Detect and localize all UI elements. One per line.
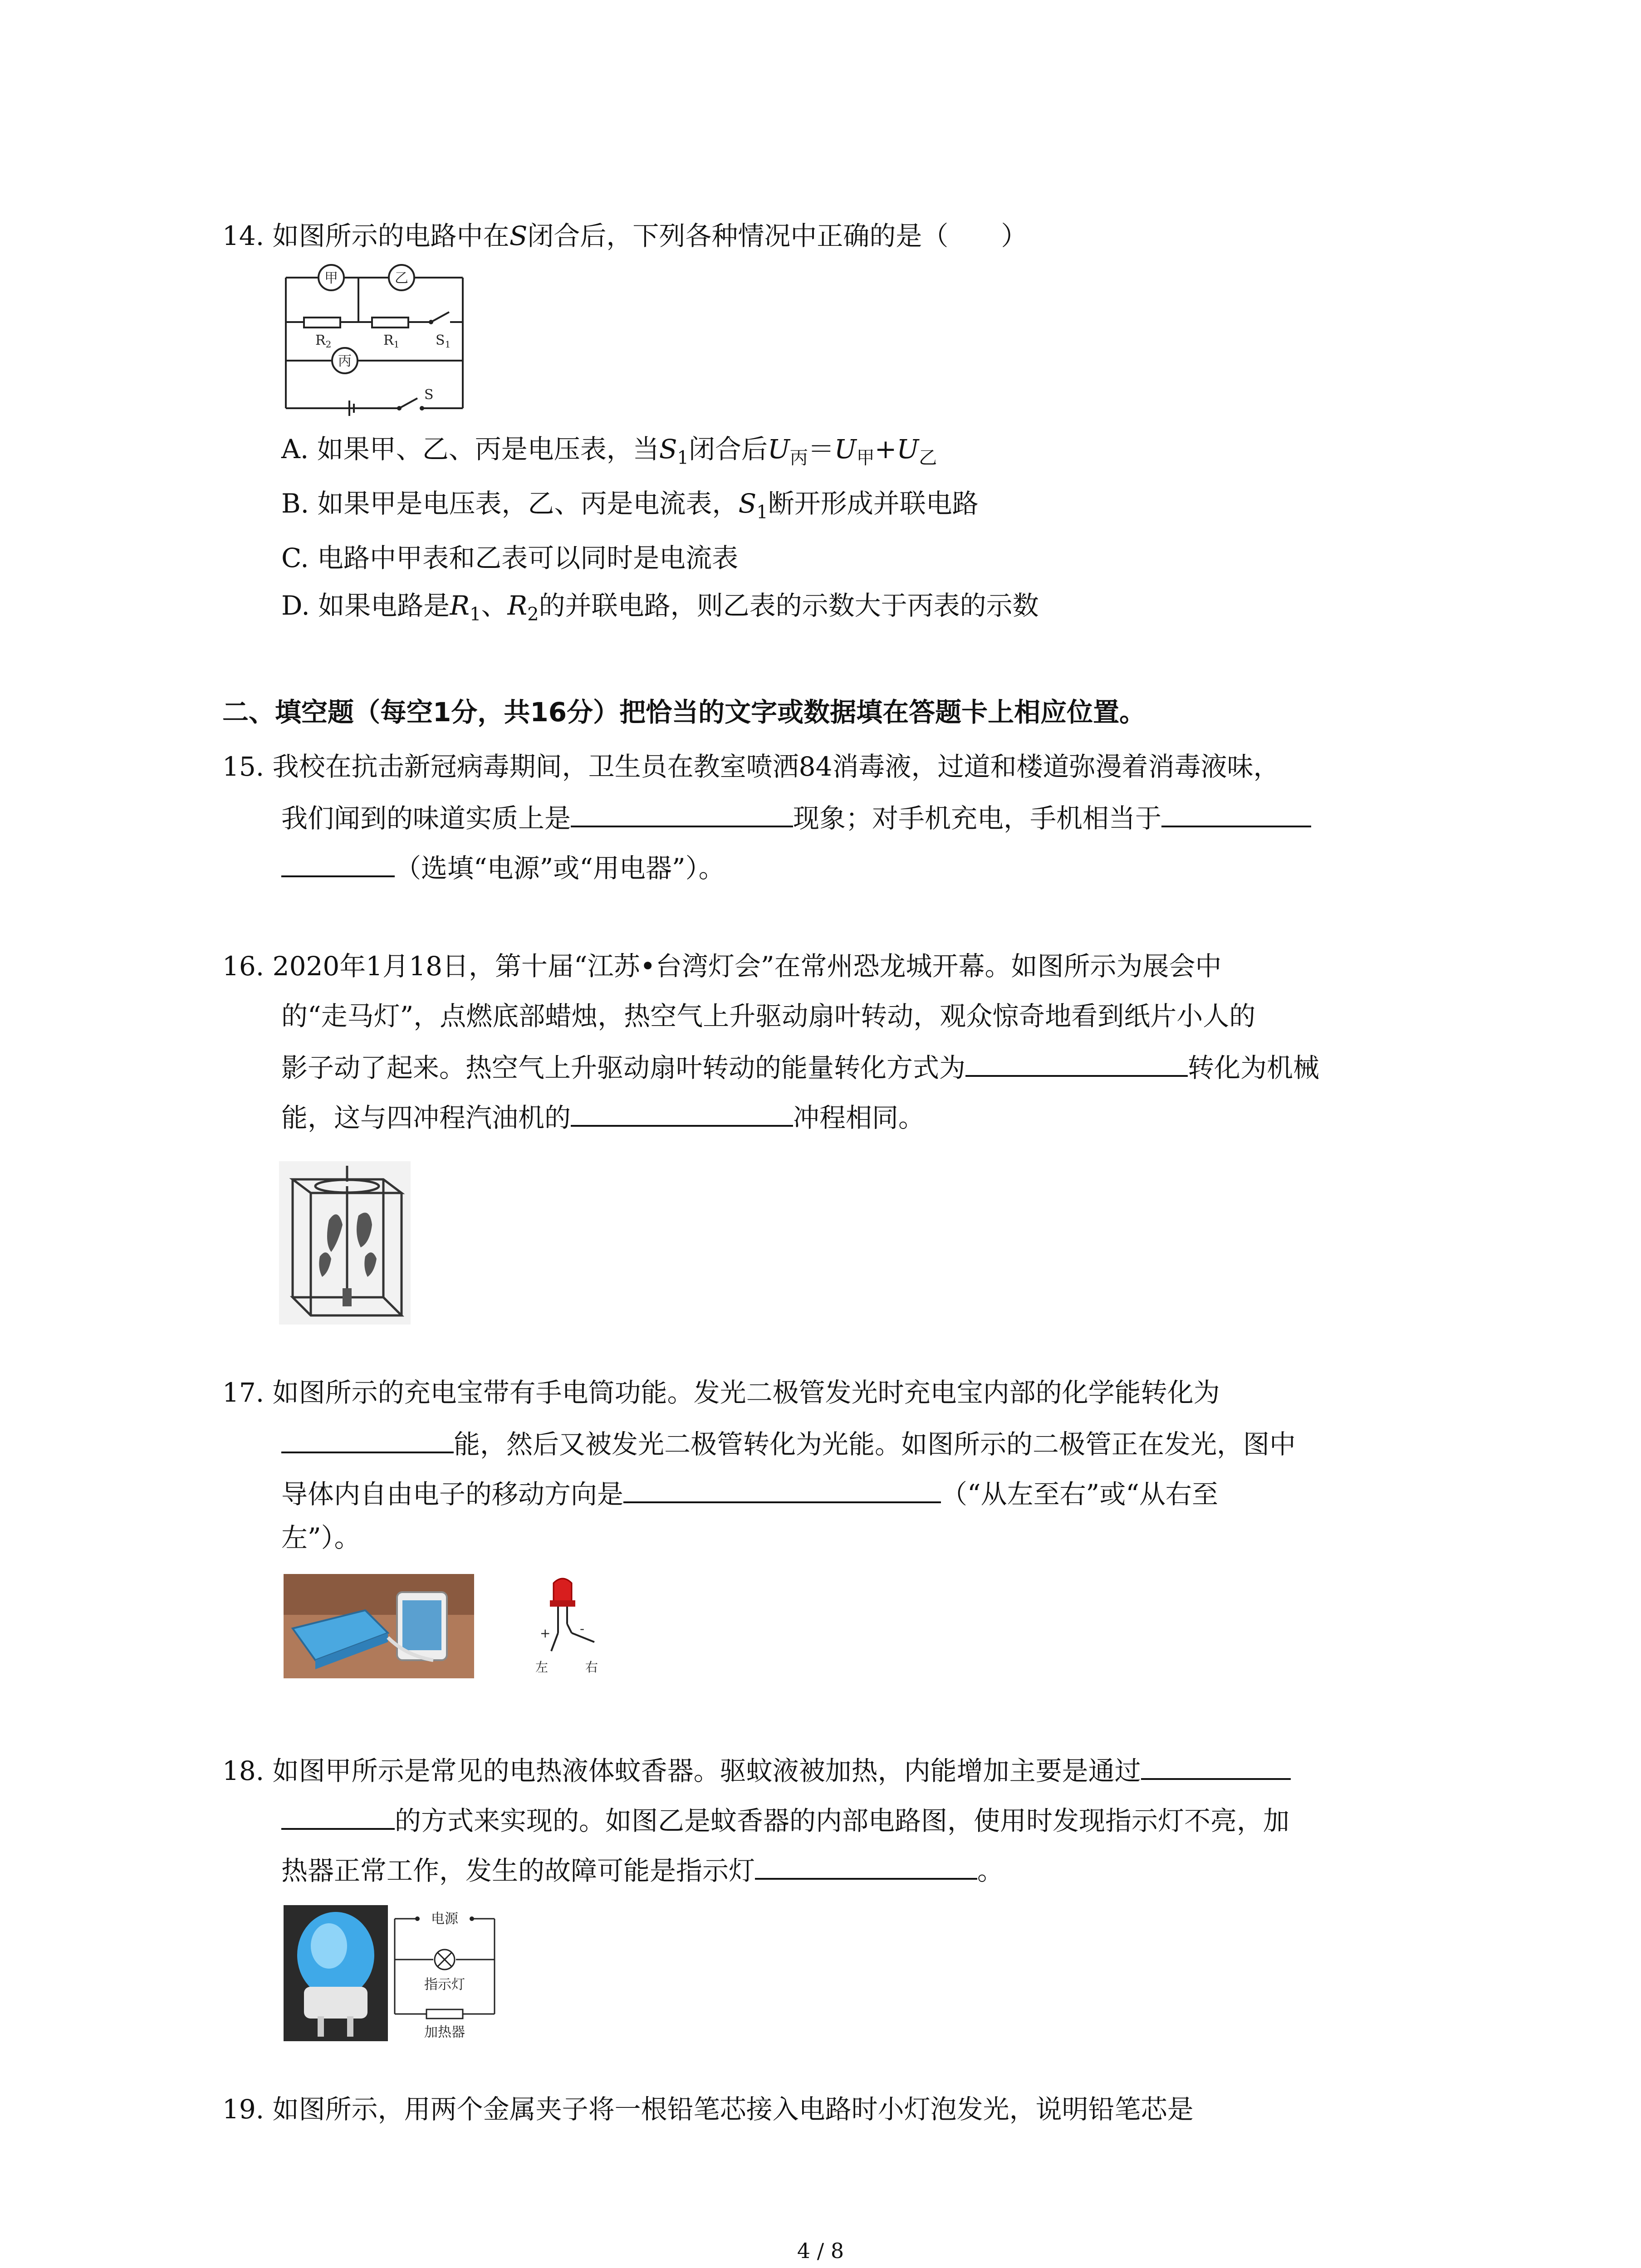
q19-line-1: 19. 如图所示，用两个金属夹子将一根铅笔芯接入电路时小灯泡发光，说明铅笔芯是 bbox=[222, 2094, 1194, 2125]
q14-circuit-diagram bbox=[281, 263, 472, 417]
answer-blank bbox=[281, 1801, 395, 1830]
q17-line-3: 导体内自由电子的移动方向是 （“从左至右”或“从右至 bbox=[281, 1474, 1218, 1512]
q16-line-2: 的“走马灯”，点燃底部蜡烛，热空气上升驱动扇叶转动，观众惊奇地看到纸片小人的 bbox=[281, 1001, 1256, 1031]
q14-option-b: B. 如果甲是电压表，乙、丙是电流表，$S_1$断开形成并联电路 bbox=[281, 488, 979, 523]
meter-bing-label: 丙 bbox=[338, 353, 352, 369]
answer-blank bbox=[281, 1424, 454, 1453]
answer-blank bbox=[965, 1048, 1188, 1077]
answer-blank bbox=[281, 848, 395, 877]
revolving-lantern-image bbox=[279, 1161, 411, 1325]
indicator-lamp-label: 指示灯 bbox=[424, 1977, 465, 1993]
q18-circuit-diagram bbox=[390, 1905, 499, 2041]
meter-yi-label: 乙 bbox=[395, 270, 408, 286]
r2-label: $R_2$ bbox=[315, 332, 332, 350]
q15-line-3: （选填“电源”或“用电器”）。 bbox=[281, 848, 725, 886]
power-label: 电源 bbox=[431, 1911, 458, 1927]
answer-blank bbox=[1141, 1751, 1291, 1780]
section-2-heading: 二、填空题（每空1分，共16分）把恰当的文字或数据填在答题卡上相应位置。 bbox=[222, 697, 1146, 728]
answer-blank bbox=[571, 798, 793, 827]
label-left: 左 bbox=[535, 1660, 549, 1675]
q17-line-4: 左”）。 bbox=[281, 1522, 361, 1553]
answer-blank bbox=[623, 1474, 941, 1503]
q18-line-3: 热器正常工作，发生的故障可能是指示灯 。 bbox=[281, 1851, 1004, 1889]
q14-option-d: D. 如果电路是$R_1$、$R_2$的并联电路，则乙表的示数大于丙表的示数 bbox=[281, 590, 1039, 625]
heater-label: 加热器 bbox=[424, 2024, 465, 2040]
svg-text:-: - bbox=[580, 1621, 585, 1636]
q15-line-2: 我们闻到的味道实质上是 现象；对手机充电，手机相当于 bbox=[281, 798, 1311, 836]
mosquito-repeller-photo bbox=[284, 1905, 388, 2041]
meter-jia-label: 甲 bbox=[324, 270, 338, 286]
label-right: 右 bbox=[585, 1660, 598, 1675]
page-number: 4 / 8 bbox=[797, 2239, 844, 2263]
q17-line-1: 17. 如图所示的充电宝带有手电筒功能。发光二极管发光时充电宝内部的化学能转化为 bbox=[222, 1377, 1220, 1408]
power-bank-photo bbox=[284, 1574, 474, 1678]
q14-option-a: A. 如果甲、乙、丙是电压表，当$S_1$闭合后$U_丙=U_甲+U_乙$ bbox=[281, 434, 937, 469]
led-diagram bbox=[508, 1574, 617, 1683]
q14-stem: 14. 如图所示的电路中在S闭合后，下列各种情况中正确的是（ ） bbox=[222, 220, 1028, 251]
r1-label: $R_1$ bbox=[383, 332, 400, 350]
q17-line-2: 能，然后又被发光二极管转化为光能。如图所示的二极管正在发光，图中 bbox=[281, 1424, 1296, 1462]
svg-text:+: + bbox=[540, 1626, 551, 1641]
answer-blank bbox=[1161, 798, 1311, 827]
q18-line-2: 的方式来实现的。如图乙是蚊香器的内部电路图，使用时发现指示灯不亮，加 bbox=[281, 1801, 1289, 1839]
q18-line-1: 18. 如图甲所示是常见的电热液体蚊香器。驱蚊液被加热，内能增加主要是通过 bbox=[222, 1751, 1291, 1789]
q15-line-1: 15. 我校在抗击新冠病毒期间，卫生员在教室喷洒84消毒液，过道和楼道弥漫着消毒液味， bbox=[222, 751, 1280, 782]
s1-label: $S_1$ bbox=[436, 332, 451, 350]
q16-line-1: 16. 2020年1月18日，第十届“江苏•台湾灯会”在常州恐龙城开幕。如图所示为展会中 bbox=[222, 951, 1222, 982]
answer-blank bbox=[571, 1098, 793, 1127]
s-label: S bbox=[424, 387, 434, 403]
answer-blank bbox=[755, 1851, 977, 1880]
q16-line-4: 能，这与四冲程汽油机的 冲程相同。 bbox=[281, 1098, 925, 1136]
q16-line-3: 影子动了起来。热空气上升驱动扇叶转动的能量转化方式为 转化为机械 bbox=[281, 1048, 1319, 1086]
q14-option-c: C. 电路中甲表和乙表可以同时是电流表 bbox=[281, 543, 739, 573]
